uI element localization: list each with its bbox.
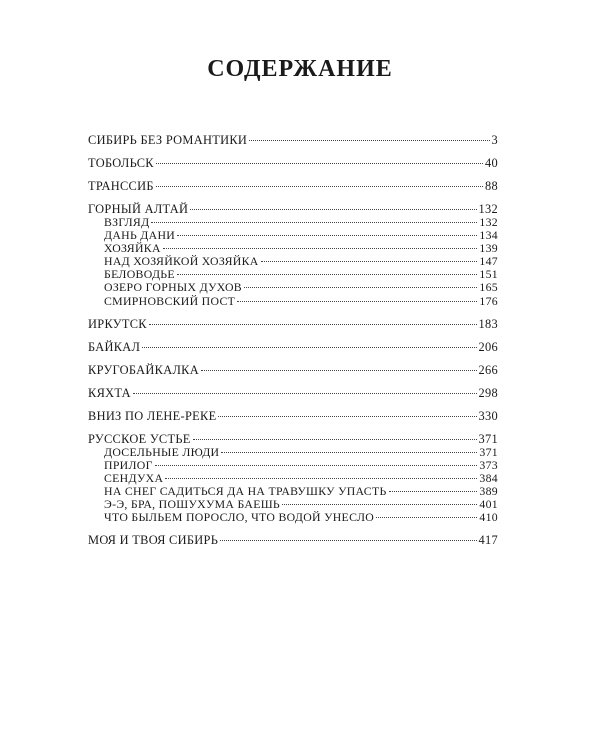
toc-entry-title: КРУГОБАЙКАЛКА xyxy=(88,362,199,377)
toc-entry-title: ОЗЕРО ГОРНЫХ ДУХОВ xyxy=(104,280,242,295)
page-title: СОДЕРЖАНИЕ xyxy=(207,56,393,82)
toc-page-number: 40 xyxy=(485,156,498,170)
toc-page-number: 132 xyxy=(478,202,498,216)
toc-entry-title: ПРИЛОГ xyxy=(104,457,153,472)
table-of-contents xyxy=(88,133,498,547)
dot-leader xyxy=(163,248,478,249)
toc-page-number: 3 xyxy=(491,133,498,147)
toc-chapter xyxy=(88,409,498,423)
toc-entry-title: НАД ХОЗЯЙКОЙ ХОЗЯЙКА xyxy=(104,254,259,269)
dot-leader xyxy=(389,491,478,492)
toc-entry-title: ВНИЗ ПО ЛЕНЕ-РЕКЕ xyxy=(88,408,217,423)
toc-page-number: 371 xyxy=(478,431,498,446)
dot-leader xyxy=(156,186,483,187)
toc-subchapter xyxy=(88,472,498,485)
toc-page-number: 373 xyxy=(479,457,498,472)
dot-leader xyxy=(177,274,478,275)
dot-leader xyxy=(151,222,477,223)
toc-page-number: 417 xyxy=(478,533,498,548)
toc-page-number: 176 xyxy=(479,293,498,308)
toc-entry-title: СИБИРЬ БЕЗ РОМАНТИКИ xyxy=(88,133,248,147)
toc-entry-title: ЧТО БЫЛЬЕМ ПОРОСЛО, ЧТО ВОДОЙ УНЕСЛО xyxy=(104,510,375,525)
toc-entry-title: ГОРНЫЙ АЛТАЙ xyxy=(88,202,189,216)
toc-subchapter xyxy=(88,459,498,472)
toc-chapter xyxy=(88,317,498,331)
dot-leader xyxy=(193,439,477,440)
toc-page-number: 389 xyxy=(479,483,498,498)
toc-page-number: 88 xyxy=(485,179,498,193)
toc-entry-title: БАЙКАЛ xyxy=(88,339,141,354)
toc-entry-title: ХОЗЯЙКА xyxy=(104,241,161,256)
toc-entry-title: ИРКУТСК xyxy=(88,316,147,331)
toc-chapter xyxy=(88,179,498,193)
toc-entry-title: СЕНДУХА xyxy=(104,470,164,485)
toc-page-number: 401 xyxy=(479,497,498,512)
toc-page-number: 410 xyxy=(479,510,498,525)
toc-page-number: 371 xyxy=(479,444,498,459)
toc-entry-title: МОЯ И ТВОЯ СИБИРЬ xyxy=(88,533,219,548)
dot-leader xyxy=(244,287,477,288)
toc-chapter xyxy=(88,386,498,400)
toc-entry-title: КЯХТА xyxy=(88,385,131,400)
toc-entry-title: БЕЛОВОДЬЕ xyxy=(104,267,175,282)
toc-chapter xyxy=(88,363,498,377)
toc-page-number: 206 xyxy=(478,339,498,354)
toc-chapter xyxy=(88,156,498,170)
toc-page-number: 134 xyxy=(479,228,498,243)
toc-subchapter xyxy=(88,295,498,308)
dot-leader xyxy=(142,347,476,348)
dot-leader xyxy=(282,504,477,505)
toc-entry-title: НА СНЕГ САДИТЬСЯ ДА НА ТРАВУШКУ УПАСТЬ xyxy=(104,483,387,498)
toc-page-number: 384 xyxy=(479,470,498,485)
dot-leader xyxy=(220,540,476,541)
dot-leader xyxy=(190,209,476,210)
toc-page-number: 147 xyxy=(479,254,498,269)
dot-leader xyxy=(133,393,477,394)
toc-entry-title: СМИРНОВСКИЙ ПОСТ xyxy=(104,293,236,308)
dot-leader xyxy=(261,261,478,262)
toc-entry-title: ДАНЬ ДАНИ xyxy=(104,228,176,243)
toc-chapter xyxy=(88,533,498,547)
toc-chapter xyxy=(88,340,498,354)
dot-leader xyxy=(376,517,477,518)
toc-chapter xyxy=(88,202,498,216)
toc-subchapter xyxy=(88,446,498,459)
toc-subchapter xyxy=(88,281,498,294)
dot-leader xyxy=(156,163,483,164)
dot-leader xyxy=(218,416,476,417)
toc-page-number: 132 xyxy=(479,215,498,229)
toc-entry-title: ДОСЕЛЬНЫЕ ЛЮДИ xyxy=(104,444,220,459)
dot-leader xyxy=(165,478,477,479)
toc-entry-title: ТРАНССИБ xyxy=(88,179,154,193)
toc-entry-title: ТОБОЛЬСК xyxy=(88,156,154,170)
toc-page-number: 266 xyxy=(478,362,498,377)
toc-page-number: 165 xyxy=(479,280,498,295)
toc-page-number: 139 xyxy=(479,241,498,256)
dot-leader xyxy=(201,370,477,371)
dot-leader xyxy=(249,140,489,141)
dot-leader xyxy=(149,324,477,325)
dot-leader xyxy=(221,452,477,453)
dot-leader xyxy=(177,235,477,236)
dot-leader xyxy=(155,465,478,466)
toc-page-number: 151 xyxy=(479,267,498,282)
toc-entry-title: ВЗГЛЯД xyxy=(104,215,150,229)
toc-page-number: 183 xyxy=(478,316,498,331)
toc-page-number: 298 xyxy=(478,385,498,400)
toc-page-number: 330 xyxy=(478,408,498,423)
toc-entry-title: РУССКОЕ УСТЬЕ xyxy=(88,431,191,446)
toc-chapter xyxy=(88,133,498,147)
dot-leader xyxy=(237,301,477,302)
toc-subchapter xyxy=(88,511,498,524)
toc-entry-title: Э-Э, БРА, ПОШУХУМА БАЕШЬ xyxy=(104,497,280,512)
toc-chapter xyxy=(88,432,498,446)
